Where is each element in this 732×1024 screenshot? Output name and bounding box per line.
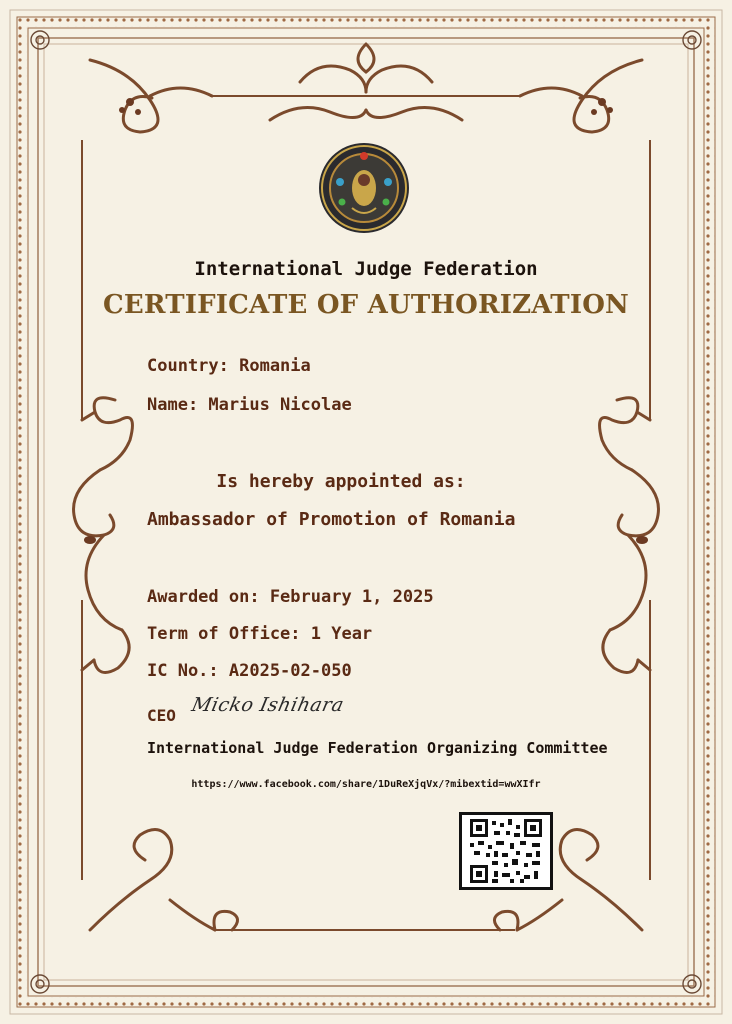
ceo-label: CEO [147,706,176,725]
country-line: Country: Romania [147,356,311,376]
ic-number-line: IC No.: A2025-02-050 [147,661,352,681]
committee-name: International Judge Federation Organizing Committee [147,739,608,757]
appointment-intro: Is hereby appointed as: [216,471,466,492]
qr-code-pattern [470,819,542,883]
facebook-link[interactable]: https://www.facebook.com/share/1DuReXjqVx/?mibextid=wwXIfr [191,779,541,790]
qr-code-icon[interactable] [459,812,553,890]
organization-name: International Judge Federation [194,258,538,280]
term-of-office-line: Term of Office: 1 Year [147,624,373,644]
name-line: Name: Marius Nicolae [147,395,352,415]
awarded-date-line: Awarded on: February 1, 2025 [147,587,434,607]
certificate-title: CERTIFICATE OF AUTHORIZATION [102,290,630,320]
role-line: Ambassador of Promotion of Romania [147,509,516,530]
ceo-signature: Micko Ishihara [189,694,347,716]
federation-emblem-icon [318,142,410,234]
